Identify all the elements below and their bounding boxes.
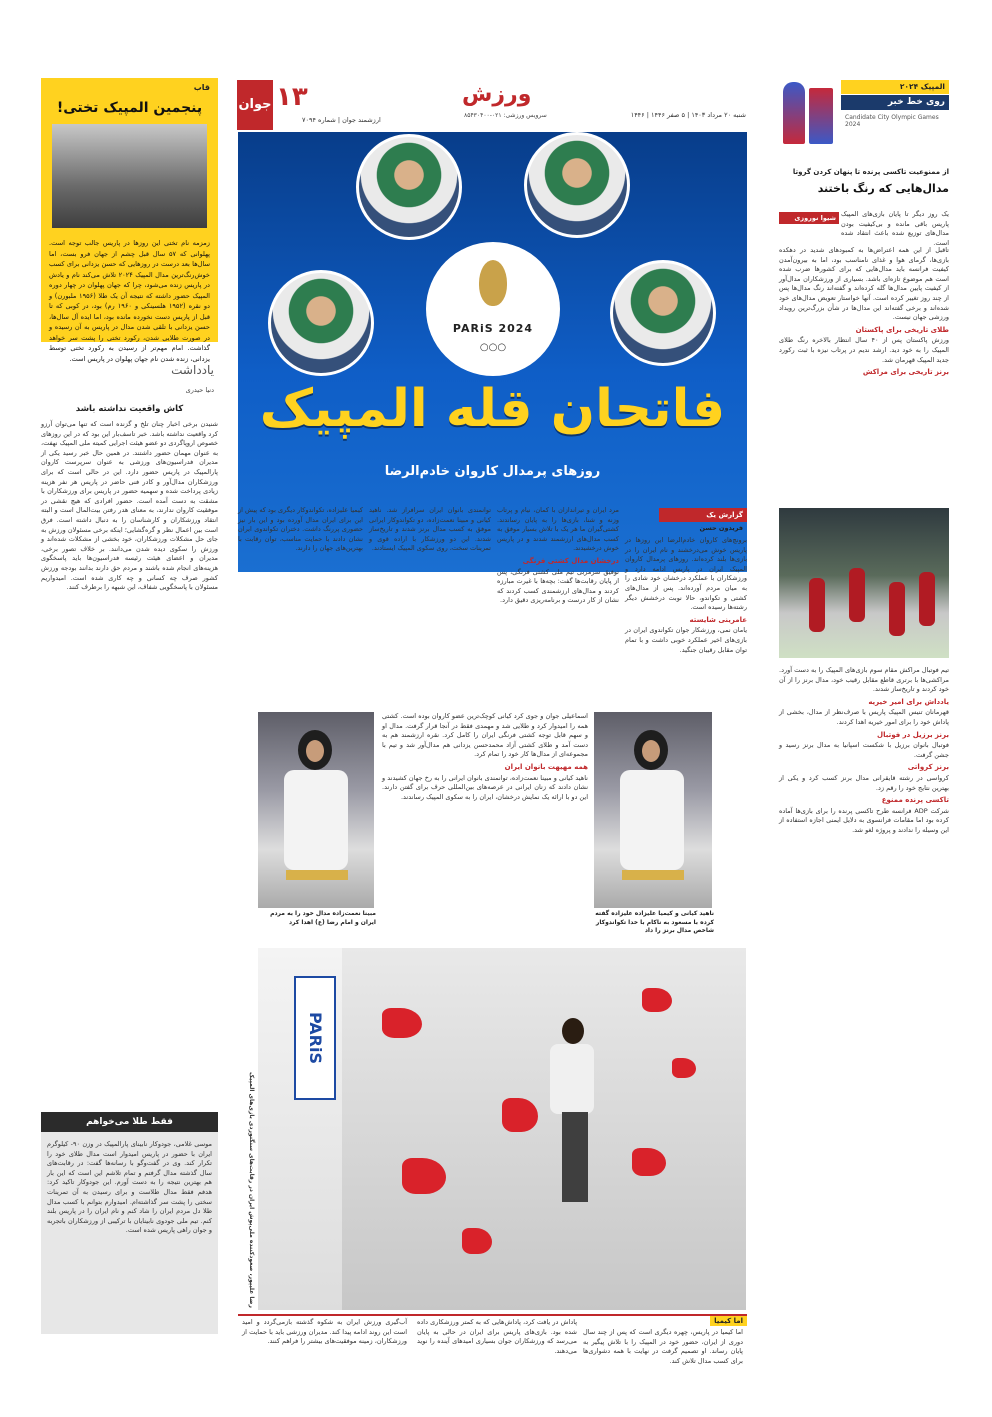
issue-date: شنبه ۲۰ مرداد ۱۴۰۳ | ۵ صفر ۱۴۴۶ | ۱۴۴۶ (630, 111, 746, 119)
athlete-photo (258, 712, 374, 908)
climber (562, 1018, 584, 1044)
photo-caption: مبینا نعمت‌زاده مدال خود را به مردم ایران و امام رضا (ع) اهدا کرد (270, 910, 376, 926)
news-paragraph: کرواسی در رشته قایقرانی مدال برنز کسب کرد و یکی از بهترین نتایج خود را رقم زد. (779, 773, 949, 792)
news-paragraph: شرکت ADP فرانسه طرح تاکسی پرنده را برای بازی‌ها آماده کرده بود اما مقامات فرانسوی به دلایل ایمنی اجازه استفاده از این وسیله را ندادند و پروژه لغو شد. (779, 806, 949, 834)
section-label: قاب (193, 83, 210, 92)
agitos-icon: ○○○ (479, 342, 507, 353)
side-box-text: موسی غلامی، جودوکار نابینای پارالمپیک در وزن ۹۰- کیلوگرم ایران با حضور در پاریس امیدوار است مدال طلای خود را تکرار کند. وی در گفت‌وگو با رسانه‌ها گفت: در رقابت‌های سال گذشته مدال گرفتم و تمام تلاشم این است که این بار هم بهترین نتیجه را به دست آورم. این جودوکار تاکید کرد: هدفم فقط مدال طلاست و برای رسیدن به آن تمرینات سختی را پشت سر گذاشته‌ام. امیدوارم بتوانم با کسب مدال طلا دل مردم ایران را شاد کنم و نام ایران را در پاریس بلند کنم. تیم ملی جودوی نابینایان با ترکیبی از ورزشکاران باتجربه و جوان راهی پاریس شده است. (47, 1140, 212, 1235)
section-contact: سرویس ورزشی: ۰۲۱-۸۵۴۳۰۴۰۰ (464, 112, 547, 119)
feature-text: زمزمه نام تختی این روزها در پاریس جالب توجه است. پهلوانی که ۵۷ سال قبل چشم از جهان فرو بست، اما سال‌ها بعد درست در روزهایی که حسن یزدانی برای کسب خوش‌رنگ‌ترین مدال المپیک ۲۰۲۴ تلاش می‌کند نام و یادش در پاریس زنده می‌شود، چرا که جهان پهلوان در چهار دوره المپیک حضور داشته که نتیجه آن یک طلا (۱۹۵۶ ملبورن) و دو نقره (۱۹۵۲ هلسینکی و ۱۹۶۰ رم) بود، در کوبی که تا قبل از پاریس دست نخورده مانده بود، اما ایده آل سال‌ها، حسن یزدانی با تلقی شدن مدال در پاریس به آن رسیده و در صورت طلایی شدن، رکورد تختی را پشت سر خواهد گذاشت. امام مهم‌تر از رسیدن به رکورد تختی توسط یزدانی، زنده شدن نام جهان پهلوان در پاریس است. (49, 239, 210, 363)
news-subhead: تاکسی پرنده ممنوع (881, 796, 949, 805)
feature-title: پنجمین المپیک تختی! (56, 100, 203, 116)
wall-panel (258, 948, 342, 1310)
news-kicker: از ممنوعیت تاکسی پرنده تا پنهان کردن گروتا (792, 168, 949, 176)
article-subhead: درخشان مدال کشتی فرنگی (522, 556, 619, 565)
bottom-text: پاداش در یافت کرد، پاداش‌هایی که به کمتر ورزشکاری داده شده بود. بازی‌های پاریس برای ایران در حالی به پایان می‌رسد که ورزشکاران جوان بسیاری امیدهای آینده را نوید می‌دهند. (417, 1318, 577, 1355)
bottom-article (238, 1314, 747, 1412)
paris-2024-logo (779, 78, 839, 148)
athlete-photo (594, 712, 712, 908)
article-column (238, 506, 363, 716)
bottom-subhead: اما کیمیا (710, 1316, 747, 1326)
article-paragraph: توانمندی بانوان ایران سرافراز شد. ناهید کیانی و مبینا نعمت‌زاده، دو تکواندوکار ایرانی موفق به کسب مدال برنز شدند و تاریخ‌ساز شدند. این دو ورزشکار با اراده قوی و تمرینات سخت، روی سکوی المپیک ایستادند. (369, 506, 491, 553)
olympic-brand-text: Candidate City Olympic Games 2024 (845, 114, 939, 128)
section-band-title: روی خط خبر (841, 95, 949, 110)
bottom-text: اما کیمیا در پاریس، چهره دیگری است که پس از چند سال دوری از ایران، حضور خود در المپیک را با تلاش پیگیر به پایان رساند. او تصمیم گرفت در نهایت با همه دشواری‌ها برای کسب مدال تلاش کند. (583, 1328, 743, 1365)
article-paragraph: کیمیا علیزاده، تکواندوکار دیگری بود که پیش از این برای ایران مدال آورده بود و این بار نیز حضوری پررنگ داشت. دختران تکواندوی ایران نشان دادند با حمایت مناسب، توان رقابت با بهترین‌های جهان را دارند. (238, 506, 363, 553)
yaddasht-logo: یادداشت (171, 363, 214, 377)
news-paragraph: تاقبل از این همه اعتراض‌ها به کمبودهای شدید در دهکده بازی‌ها، گرمای هوا و غذای نامناسب بود، اما به بیرون‌آمدن کیفیت فرانسه باید مدال‌هایی که برای کشورها ضرب شده است هم موضوع تازه‌ای باشد. بسیاری از ورزشکاران مدال‌آور از کیفیت پایین مدال‌ها گله کرده‌اند و گفته‌اند رنگ مدال‌ها پس از چند روز تغییر کرده است. آنها خواستار تعویض مدال‌های خود شده‌اند و برخی گفته‌اند این مدال‌ها در شأن بزرگ‌ترین رویداد ورزشی جهان نیست. (779, 246, 949, 322)
section-logo: ورزش (462, 82, 532, 107)
article-column (382, 712, 588, 944)
news-body (779, 666, 949, 1336)
paris-wall-logo: PARiS (294, 976, 336, 1100)
news-headline: مدال‌هایی که رنگ باختند (817, 182, 949, 195)
news-subhead: برنز برزیل در فوتبال (877, 730, 949, 739)
article-kicker: گزارش یک (659, 508, 747, 522)
column-title: کاش واقعیت نداشته باشد (75, 404, 184, 414)
center-page (232, 78, 752, 1365)
news-body (779, 246, 949, 496)
news-paragraph: فوتبال بانوان برزیل با شکست اسپانیا به مدال برنز رسید و جشن گرفت. (779, 741, 949, 759)
left-column (41, 78, 218, 1338)
news-subhead: برنز کرواتی (907, 763, 949, 772)
medalist-photo (356, 134, 462, 240)
flame-icon (479, 260, 507, 306)
issue-info: ارزشمند جوان | شماره ۷۰۹۴ (302, 116, 381, 124)
article-subhead: عامرینی شایسته (689, 615, 747, 624)
column-text: شنیدن برخی اخبار چنان تلخ و گزنده است که تنها می‌توان آرزو کرد واقعیت نداشته باشد. خبر تاسف‌بار این بود که در این روزهای خصوص اروپاگردی دو عضو هیئت اجرایی کمیته ملی المپیک نهفت، به عنوان مهمان حضور داشتند. در همین حال خبر رسید یکی از مدیران فدراسیون‌های ورزشی به عنوان سرپرست کاروان پارالمپیک در پاریس حضور دارد. این در حالی است که برای ورزشکاران مدال‌آور و کادر فنی حاضر در پاریس هر نفر هزینه زیادی پرداخت شده و سهمیه حضور در پاریس برای ورزشکاران با مشقت به دست آمده است. حضور افرادی که هیچ نقشی در موفقیت کاروان ندارند، به معنای هدر رفتن بیت‌المال است و البته انتقاد ورزشکاران و کارشناسان را به دنبال داشته است. فرق است بین اعمال نظر و گره‌گشایی؛ اینکه برخی مسئولان ورزش به جای حل مشکلات ورزشکاران، خود بخشی از مشکلات شده‌اند و ورزش را سکوی دیده شدن می‌دانند. بر خلاف تصور برخی، مدیران و اعضای هیئت رئیسه فدراسیون‌ها باید پاسخگوی هزینه‌های انجام شده باشند و مردم حق دارند بدانند بودجه ورزش کشور صرف چه کسانی و چه کاری شده است. امیدواریم مسئولان با پاسخگویی شفاف، این شبهه را برطرف کنند. (41, 420, 218, 592)
article-subhead: همه مهیهت بانوان ایران (504, 762, 588, 771)
medalist-photo (610, 260, 716, 366)
paris-2024-emblem (426, 242, 560, 376)
news-intro: یک روز دیگر تا پایان بازی‌های المپیک پاریس باقی مانده و بی‌کیفیت بودن مدال‌های توزیع شده باعث انتقاد شده است. (841, 210, 949, 247)
article-author: فریدون حسن (699, 524, 743, 532)
article-paragraph: توفیق سرمربی تیم ملی کشتی فرنگی، پس از پایان رقابت‌ها گفت: بچه‌ها با غیرت مبارزه کردند و مدال‌های ارزشمندی کسب کردند که نشان از کار درست و برنامه‌ریزی دقیق دارد. (497, 567, 619, 605)
article-column (369, 506, 491, 716)
article-paragraph: ناهید کیانی و مبینا نعمت‌زاده، توانمندی بانوان ایرانی را به رخ جهان کشیدند و نشان دادند که زنان ایرانی در عرصه‌های بین‌المللی حرف برای گفتن دارند. این دو با ارائه یک نمایش درخشان، ایران را به سکوی المپیک رساندند. (382, 773, 588, 801)
climbing-wall (342, 948, 746, 1310)
article-column (625, 536, 747, 716)
right-column (779, 78, 949, 1340)
climb-caption: رضا علیپور، صعودکننده ملی‌پوش ایران در رقابت‌های سنگنوردی بازی‌های المپیک (248, 1072, 255, 1308)
news-subhead: برنز تاریخی برای مراکش (862, 368, 949, 377)
headline: فاتحان قله المپیک (259, 379, 726, 439)
side-box-title: فقط طلا می‌خواهم (41, 1112, 218, 1132)
photo-caption: ناهید کیانی و کیمیا علیزاده علیزاده گفته کرده با مسعود به ناکام با خدا تکواندوکار شاخص مدال برنز را داد (595, 910, 714, 934)
news-subhead: یادداش برای امیر خیریه (868, 697, 949, 706)
news-paragraph: تیم فوتبال مراکش مقام سوم بازی‌های المپیک را به دست آورد. مراکشی‌ها با برتری قاطع مقابل رقیب خود، مدال برنز را از آن خود کردند و تاریخ‌ساز شدند. (779, 666, 949, 694)
article-column (497, 506, 619, 716)
article-paragraph: برونچ‌های کاروان خادم‌الرضا این روزها در پاریس خوش می‌درخشند و نام ایران را در بازی‌ها بلند کرده‌اند. روزهای پرمدال کاروان المپیک ایران در پاریس ادامه دارد و ورزشکاران با عملکرد درخشان خود شادی را به میان مردم آورده‌اند. پس از مدال‌های کشتی و تکواندو، حالا نوبت درخشش دیگر رشته‌ها رسیده است. (625, 536, 747, 612)
takhti-photo (52, 124, 207, 228)
news-subhead: طلای تاریخی برای پاکستان (855, 325, 949, 334)
emblem-text: PARiS 2024 (452, 322, 534, 335)
page-number: ۱۳ (276, 82, 308, 112)
author-tag: شیوا نوروزی (779, 212, 839, 224)
section-band: المپیک ۲۰۲۴ (841, 80, 949, 94)
climbing-photo (258, 948, 746, 1310)
subheadline: روزهای پرمدال کاروان خادم‌الرضا (384, 464, 601, 479)
medalist-photo (268, 270, 374, 376)
article-body (238, 506, 747, 718)
article-paragraph: یامان نمی، ورزشکار جوان تکواندوی ایران در بازی‌های اخیر عملکرد خوبی داشت و با تمام توان مقابل رقیبان جنگید. (625, 626, 747, 654)
side-box (41, 1112, 218, 1334)
news-paragraph: قهرمانان تنیس المپیک پاریس با صرف‌نظر از مدال، بخشی از پاداش خود را برای امور خیریه اهدا کردند. (779, 708, 949, 726)
morocco-team-photo (779, 508, 949, 658)
article-paragraph: اسماعیلی جوان و جوی کرد کیانی کوچک‌ترین عضو کاروان بوده است. کشتی همه را امیدوار کرد و طلایی شد و مهمدی فقط در آنجا قرار گرفت. مدال او و سهم قابل توجه کشتی فرنگی ایران را کامل کرد. نقره ارزشمند هم به دست آمد و طلای کشتی آزاد محمدحسن یزدانی هم مدال‌آور شد و تیم با مجموعه‌ای از مدال‌ها کار خود را تمام کرد. (382, 712, 588, 759)
feature-card (41, 78, 218, 363)
column-author: دنیا حیدری (185, 386, 214, 394)
newspaper-logo: جوان (237, 80, 273, 130)
medalist-photo (524, 132, 630, 238)
article-paragraph: مرد ایران و تیراندازان با کمان، نیام و پرتاب وزنه و شنا، بازی‌ها را به پایان رساندند. کشتی‌گیران ما هر یک با تلاش بسیار موفق به کسب مدال‌های ارزشمند شدند و در پاریس خوش درخشیدند. (497, 506, 619, 553)
news-paragraph: ورزش پاکستان پس از ۴۰ سال انتظار بالاخره رنگ طلای المپیک را به خود دید. ارشد ندیم در پرتاب نیزه با ثبت رکورد جدید المپیک قهرمان شد. (779, 336, 949, 364)
bottom-text: آب‌گیری ورزش ایران به شکوه گذشته بازمی‌گردد و امید است این روند ادامه پیدا کند. مدیران ورزشی باید با حمایت از ورزشکاران، زمینه موفقیت‌های بیشتر را فراهم کنند. (242, 1318, 407, 1346)
